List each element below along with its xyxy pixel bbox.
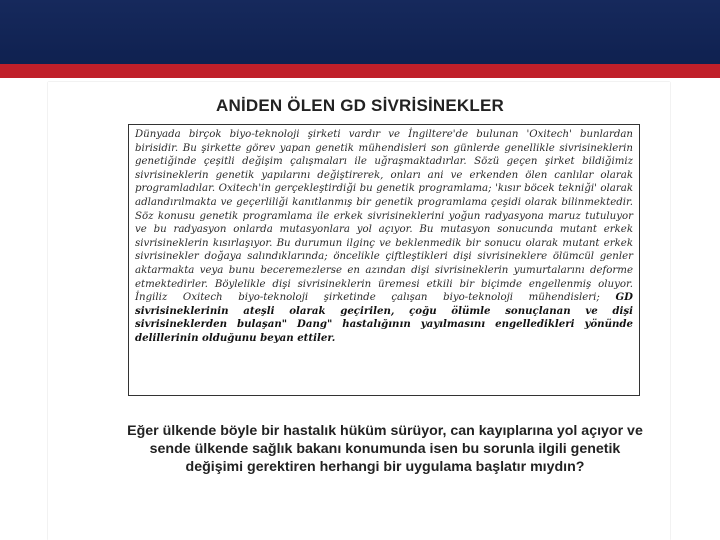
- article-textbox: [128, 124, 640, 396]
- discussion-question: Eğer ülkende böyle bir hastalık hüküm sürüyor, can kayıplarına yol açıyor ve sende ülkende sağlık bakanı konumunda isen bu sorunla ilgili genetik değişimi gerektiren herhangi bir uygulama başlatır mıydın?: [127, 423, 643, 475]
- header-band-navy: [0, 0, 720, 64]
- article-paragraph: [135, 128, 633, 346]
- article-body-text: Dünyada birçok biyo-teknoloji şirketi vardır ve İngiltere'de bulunan 'Oxitech' bunlardan birisidir. Bu şirkette görev yapan genetik mühendisleri son günlerde genellikle sivrisineklerin genetiğinde çeşitli değişim çalışmaları ile uğraşmaktadırlar. Sözü geçen şirket bildiğimiz sivrisineklerin genetik yapılarını değiştirerek, onları ani ve erkenden ölen canlılar olarak programladılar. Oxitech'in gerçekleştirdiği bu genetik programlama; 'kısır böcek tekniği' olarak adlandırılmakta ve geçerliliği kanıtlanmış bir genetik programlama çeşidi olarak bilinmektedir. Söz konusu genetik programlama ile erkek sivrisineklerini yoğun radyasyona maruz tutuluyor ve bu radyasyon onlarda mutasyonlara yol açıyor. Bu mutasyon sonucunda mutant erkek sivrisineklerin kısırlaşıyor. Bu durumun ilginç ve beklenmedik bir sonucu olarak mutant erkek sivrisinekler doğaya salındıklarında; öncelikle çiftleştikleri dişi sivrisineklere ölümcül genler aktarmakta veya bunu beceremezlerse en azından dişi sivrisineklerin yumurtalarını deforme etmektedirler. Böylelikle dişi sivrisineklerin üremesi etkili bir biçimde engellenmiş oluyor. İngiliz Oxitech biyo-teknoloji şirketinde çalışan biyo-teknoloji mühendisleri;: [135, 129, 633, 304]
- article-bold-conclusion: GD sivrisineklerinin ateşli olarak geçirilen, çoğu ölümle sonuçlanan ve dişi sivrisineklerden bulaşan" Dang" hastalığının yayılmasını engelledikleri yönünde delillerinin olduğunu beyan ettiler.: [135, 291, 633, 344]
- document-title: ANİDEN ÖLEN GD SİVRİSİNEKLER: [215, 96, 505, 115]
- header-band-red: [0, 64, 720, 78]
